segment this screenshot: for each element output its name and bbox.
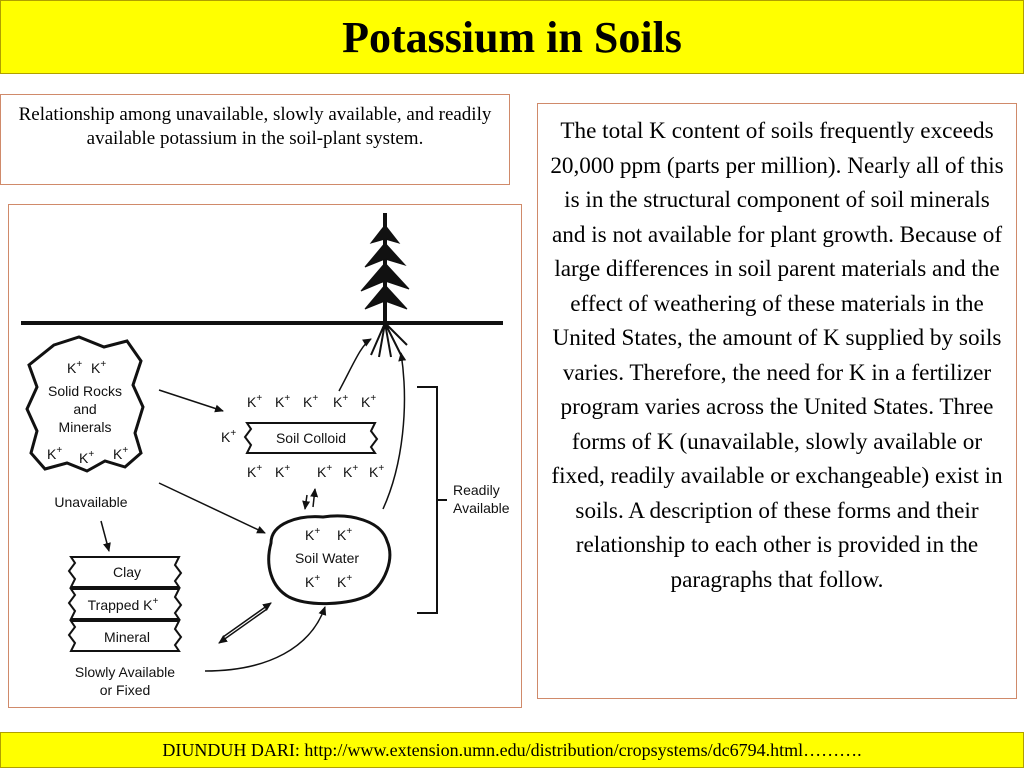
svg-text:K+: K+	[47, 445, 63, 462]
readily-available-bracket	[417, 387, 447, 613]
svg-text:K+: K+	[333, 393, 349, 410]
soil-water-label: Soil Water	[294, 550, 360, 566]
svg-text:K+: K+	[91, 359, 107, 376]
svg-text:K+: K+	[221, 428, 237, 445]
unavailable-label: Unavailable	[54, 494, 128, 510]
rocks-label-1: Solid Rocks	[48, 383, 122, 399]
svg-text:K+: K+	[67, 359, 83, 376]
title-banner	[0, 0, 1024, 74]
svg-text:K+: K+	[337, 573, 353, 590]
diagram-svg	[9, 205, 523, 709]
svg-text:K+: K+	[361, 393, 377, 410]
slowly-label-2: or Fixed	[99, 682, 151, 698]
svg-text:K+: K+	[305, 573, 321, 590]
svg-text:K+: K+	[275, 393, 291, 410]
soil-colloid-label: Soil Colloid	[275, 430, 347, 446]
svg-text:K+: K+	[303, 393, 319, 410]
svg-text:K+: K+	[305, 526, 321, 543]
svg-text:K+: K+	[247, 393, 263, 410]
source-footer: DIUNDUH DARI: http://www.extension.umn.edu/distribution/cropsystems/dc6794.html……….	[0, 732, 1024, 768]
svg-text:K+: K+	[275, 463, 291, 480]
svg-text:K+: K+	[369, 463, 385, 480]
trapped-k-label: Trapped K+	[87, 596, 159, 613]
readily-label-1: Readily	[453, 482, 500, 498]
plant-icon	[361, 213, 409, 357]
svg-text:K+: K+	[317, 463, 333, 480]
mineral-label: Mineral	[104, 629, 150, 645]
svg-text:K+: K+	[247, 463, 263, 480]
svg-text:K+: K+	[113, 445, 129, 462]
potassium-diagram	[8, 204, 522, 708]
clay-label: Clay	[112, 564, 142, 580]
diagram-caption: Relationship among unavailable, slowly available, and readily available potassium in the soil-plant system.	[0, 94, 510, 185]
readily-label-2: Available	[453, 500, 510, 516]
svg-text:K+: K+	[337, 526, 353, 543]
page-title: Potassium in Soils	[342, 12, 682, 62]
slowly-label-1: Slowly Available	[74, 664, 176, 680]
rocks-label-2: and	[73, 401, 97, 417]
svg-text:K+: K+	[343, 463, 359, 480]
description-text: The total K content of soils frequently exceeds 20,000 ppm (parts per million). Nearly all of this is in the structural component of soil minerals and is not available for plant growth. Because of large differences in soil parent materials and the effect of weathering of these materials in the United States, the amount of K supplied by soils varies. Therefore, the need for K in a fertilizer program varies across the United States. Three forms of K (unavailable, slowly available or fixed, readily available or exchangeable) exist in soils. A description of these forms and their relationship to each other is provided in the paragraphs that follow.	[537, 103, 1017, 699]
svg-text:K+: K+	[79, 449, 95, 466]
rocks-label-3: Minerals	[58, 419, 112, 435]
